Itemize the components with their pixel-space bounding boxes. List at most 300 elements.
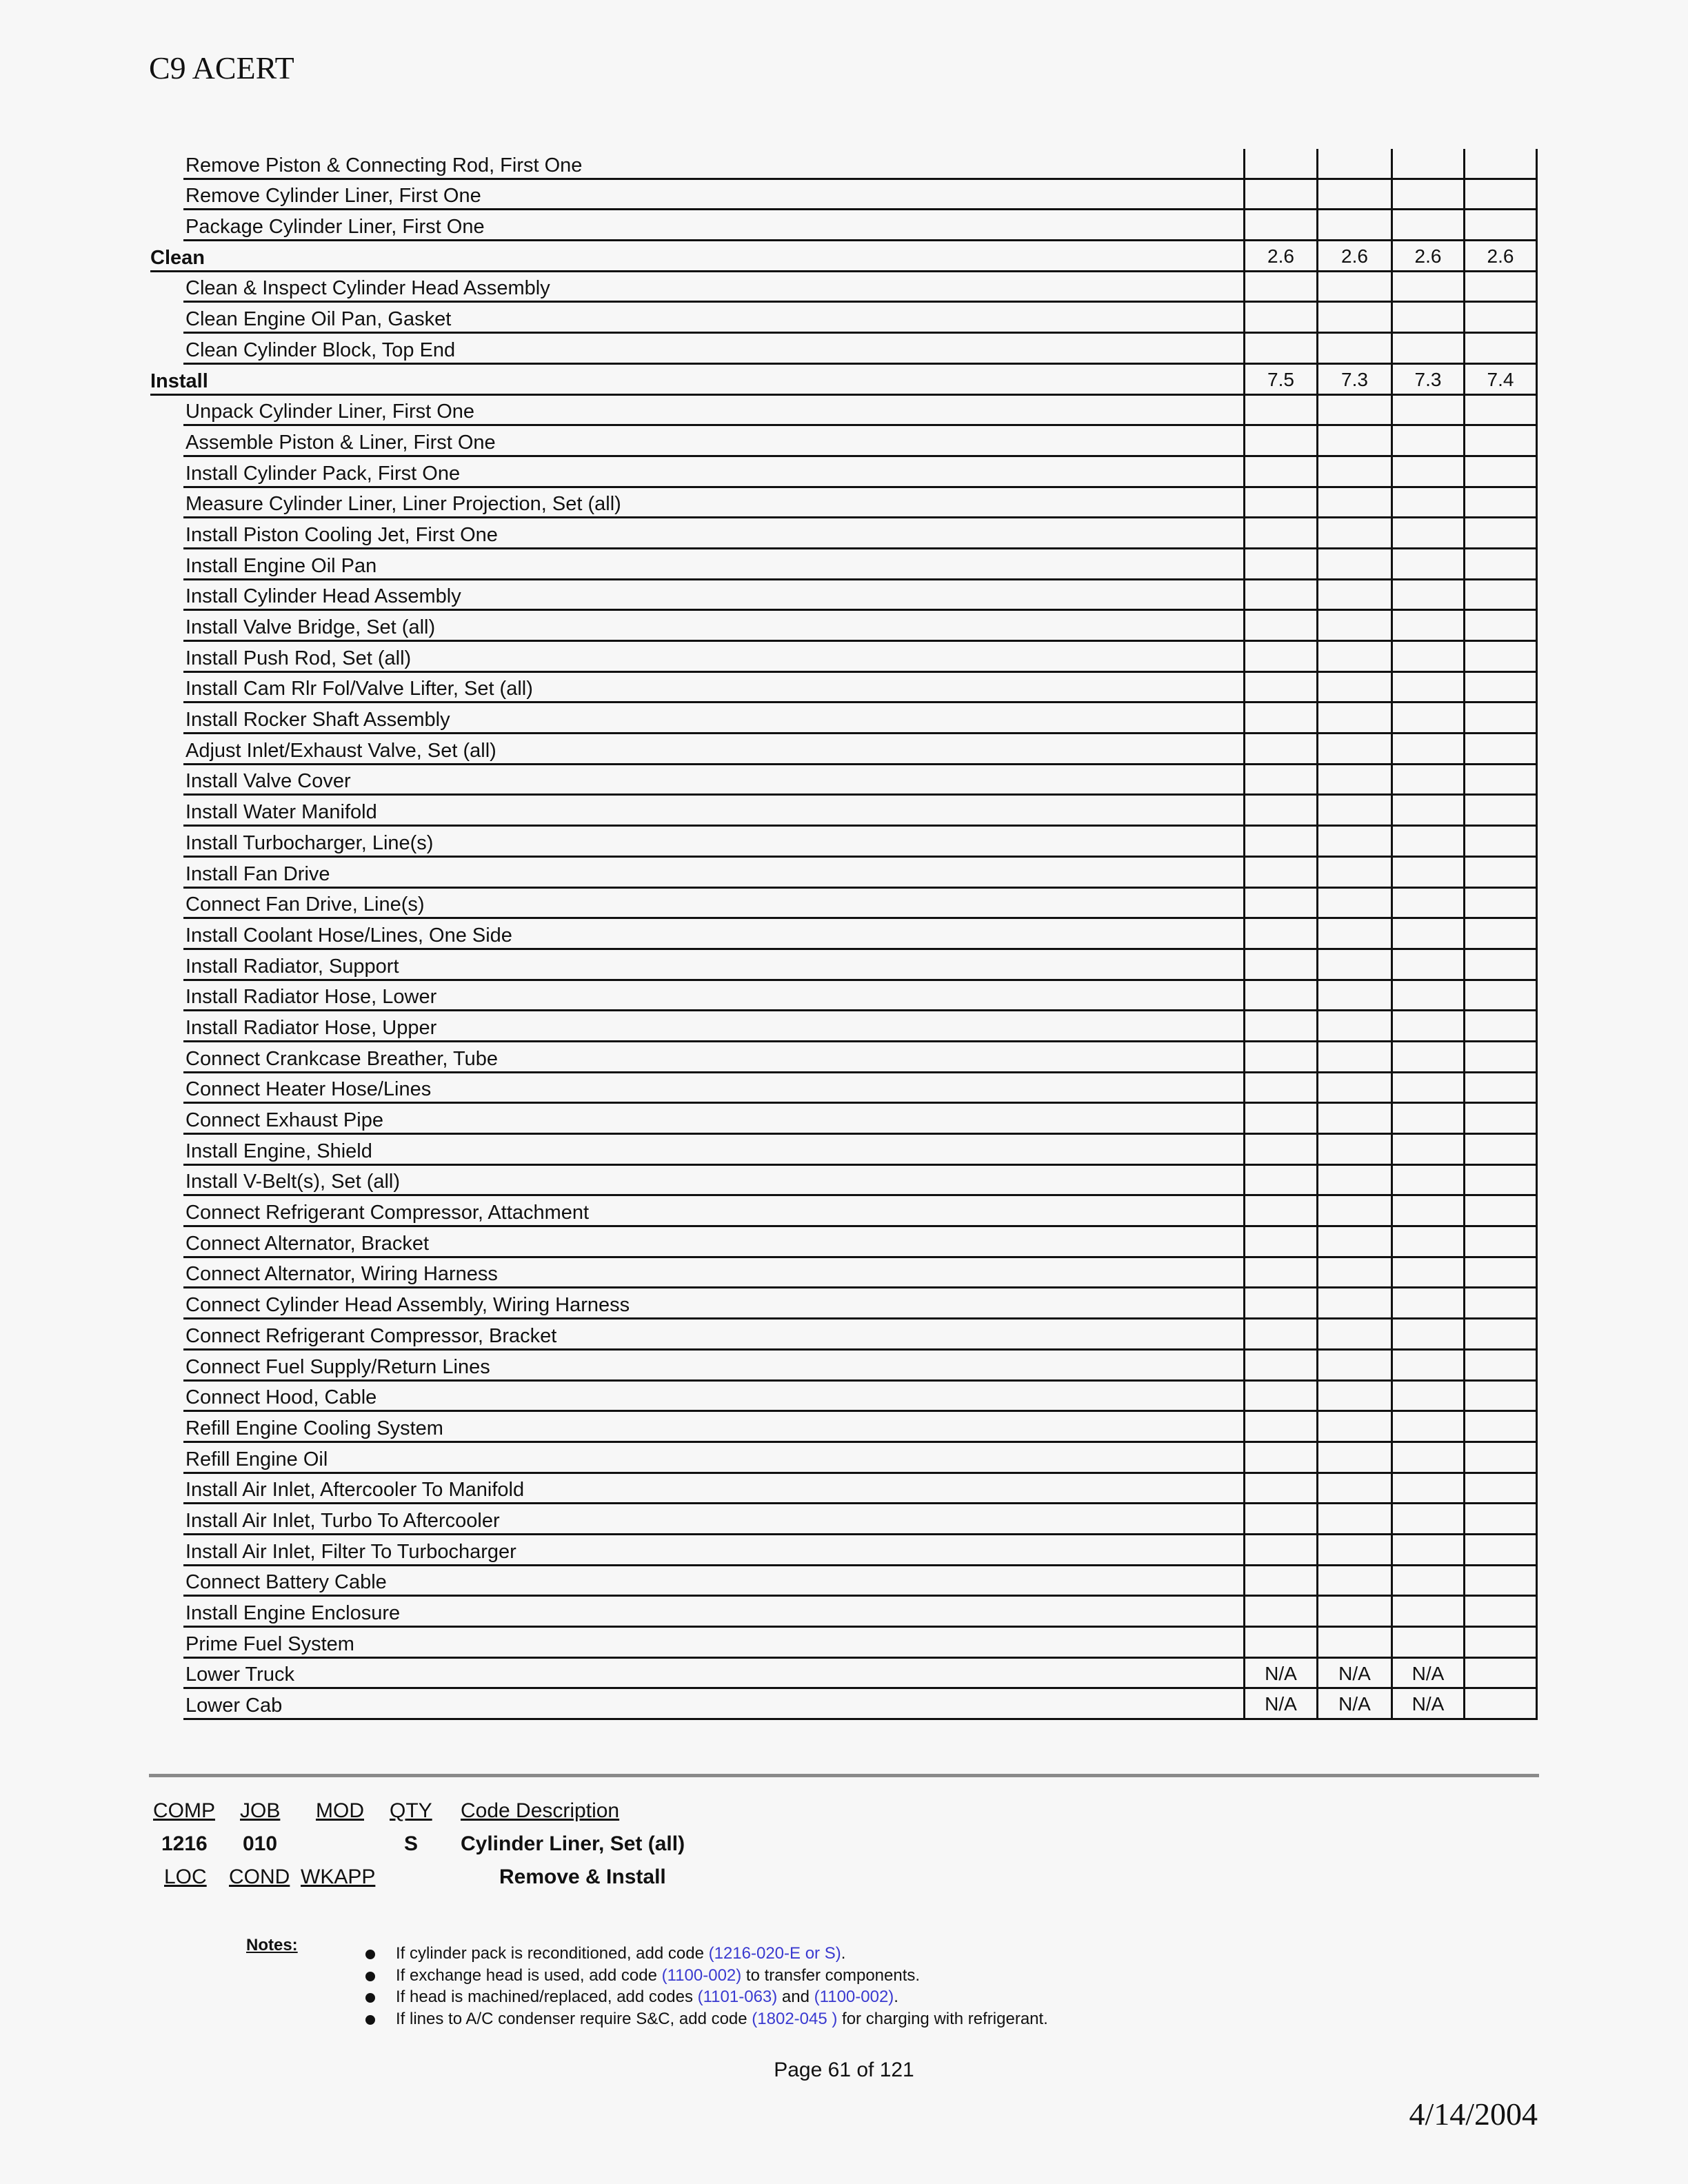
hours-cell (1316, 858, 1391, 889)
hours-cell (1463, 1351, 1538, 1382)
operation-label: Install Radiator, Support (185, 955, 399, 978)
hours-cell (1463, 426, 1538, 457)
note-text: for charging with refrigerant. (837, 2010, 1048, 2028)
hours-cell (1391, 950, 1463, 981)
table-row (150, 1320, 1538, 1351)
cond-header: COND (229, 1866, 290, 1888)
table-row (150, 549, 1538, 580)
hours-cell (1463, 1227, 1538, 1258)
hours-cell (1243, 1597, 1316, 1628)
hours-cell (1316, 1258, 1391, 1289)
hours-cell: 7.3 (1316, 365, 1391, 396)
operation-label: Install Engine Enclosure (185, 1602, 401, 1624)
hours-cell (1463, 673, 1538, 704)
hours-cell (1243, 180, 1316, 211)
note-item (365, 1944, 845, 1963)
hours-cell (1391, 889, 1463, 920)
hours-cell (1391, 488, 1463, 519)
hours-cell (1243, 1382, 1316, 1413)
table-row (150, 765, 1538, 796)
hours-cell (1243, 1258, 1316, 1289)
hours-cell (1391, 673, 1463, 704)
hours-cell (1391, 210, 1463, 241)
hours-cell (1463, 518, 1538, 549)
hours-cell (1243, 1011, 1316, 1042)
hours-cell: 2.6 (1463, 241, 1538, 272)
hours-cell (1391, 1166, 1463, 1197)
table-row (150, 303, 1538, 334)
hours-cell: N/A (1243, 1659, 1316, 1690)
operation-label: Package Cylinder Liner, First One (185, 216, 485, 239)
hours-cell (1243, 334, 1316, 365)
operation-label: Adjust Inlet/Exhaust Valve, Set (all) (185, 739, 496, 762)
hours-cell (1243, 981, 1316, 1012)
hours-cell (1316, 703, 1391, 734)
hours-cell (1463, 1689, 1538, 1720)
hours-cell (1316, 611, 1391, 642)
hours-cell: 7.5 (1243, 365, 1316, 396)
hours-cell (1391, 1258, 1463, 1289)
hours-cell (1463, 765, 1538, 796)
hours-cell (1316, 180, 1391, 211)
hours-cell (1316, 426, 1391, 457)
table-row (150, 1382, 1538, 1413)
hours-cell (1243, 1288, 1316, 1320)
hours-cell (1391, 1382, 1463, 1413)
hours-cell (1391, 1104, 1463, 1135)
table-row (150, 488, 1538, 519)
hours-cell (1243, 396, 1316, 427)
comp-header: COMP (153, 1799, 215, 1822)
hours-cell (1316, 1443, 1391, 1474)
hours-cell (1316, 734, 1391, 765)
hours-cell (1391, 457, 1463, 488)
section-row (150, 241, 1538, 272)
table-row (150, 426, 1538, 457)
table-row (150, 1566, 1538, 1597)
hours-cell (1463, 1073, 1538, 1104)
hours-cell (1316, 950, 1391, 981)
table-row (150, 1011, 1538, 1042)
table-row (150, 1659, 1538, 1690)
hours-cell (1316, 919, 1391, 950)
hours-cell (1243, 1504, 1316, 1535)
operation-label: Connect Fan Drive, Line(s) (185, 893, 425, 916)
hours-cell (1463, 1659, 1538, 1690)
operation-label: Install Fan Drive (185, 862, 330, 885)
code-link[interactable]: (1101-063) (697, 1988, 778, 2006)
table-row (150, 1474, 1538, 1505)
table-row (150, 396, 1538, 427)
hours-cell (1391, 1566, 1463, 1597)
hours-cell (1463, 1504, 1538, 1535)
hours-cell (1316, 1566, 1391, 1597)
hours-cell (1243, 1474, 1316, 1505)
hours-cell (1391, 1227, 1463, 1258)
operation-label: Install Rocker Shaft Assembly (185, 709, 450, 731)
section-label: Install (150, 370, 208, 392)
hours-cell (1463, 919, 1538, 950)
note-text: If head is machined/replaced, add codes (396, 1988, 698, 2006)
table-row (150, 1351, 1538, 1382)
table-row (150, 272, 1538, 303)
operation-label: Install Valve Cover (185, 770, 351, 793)
operation-label: Lower Cab (185, 1695, 283, 1717)
hours-cell (1391, 1351, 1463, 1382)
note-text: . (841, 1944, 846, 1963)
hours-cell (1243, 149, 1316, 180)
table-row (150, 1258, 1538, 1289)
hours-cell (1316, 396, 1391, 427)
section-label: Clean (150, 246, 205, 269)
hours-cell (1243, 642, 1316, 673)
hours-cell (1243, 1412, 1316, 1443)
hours-cell (1391, 1504, 1463, 1535)
note-text: . (894, 1988, 898, 2006)
operation-label: Install Engine, Shield (185, 1140, 372, 1162)
table-row (150, 1443, 1538, 1474)
hours-cell (1391, 858, 1463, 889)
bullet-icon (365, 1993, 375, 2003)
hours-cell (1316, 1351, 1391, 1382)
operation-label: Install Turbocharger, Line(s) (185, 831, 434, 854)
operation-label: Prime Fuel System (185, 1632, 354, 1655)
operation-label: Install Air Inlet, Aftercooler To Manifold (185, 1479, 525, 1502)
hours-cell (1463, 796, 1538, 827)
hours-cell (1316, 1382, 1391, 1413)
hours-cell (1316, 272, 1391, 303)
labor-time-table (150, 149, 1538, 1720)
hours-cell (1391, 1320, 1463, 1351)
hours-cell (1391, 272, 1463, 303)
hours-cell (1463, 1104, 1538, 1135)
code-link[interactable]: (1802-045 ) (752, 2010, 838, 2028)
hours-cell (1463, 1288, 1538, 1320)
hours-cell (1391, 180, 1463, 211)
hours-cell (1243, 1073, 1316, 1104)
hours-cell (1316, 1042, 1391, 1073)
table-row (150, 1227, 1538, 1258)
table-row (150, 703, 1538, 734)
table-row (150, 1166, 1538, 1197)
hours-cell (1316, 981, 1391, 1012)
hours-cell (1243, 796, 1316, 827)
hours-cell (1243, 1166, 1316, 1197)
hours-cell (1463, 1597, 1538, 1628)
hours-cell (1391, 1443, 1463, 1474)
hours-cell (1463, 1535, 1538, 1566)
hours-cell (1463, 950, 1538, 981)
hours-cell (1463, 1135, 1538, 1166)
note-text: If cylinder pack is reconditioned, add code (396, 1944, 709, 1963)
hours-cell (1316, 1135, 1391, 1166)
operation-label: Connect Battery Cable (185, 1571, 387, 1594)
table-row (150, 827, 1538, 858)
operation-label: Install Air Inlet, Filter To Turbocharger (185, 1540, 516, 1563)
hours-cell (1316, 1320, 1391, 1351)
hours-cell (1316, 673, 1391, 704)
hours-cell (1243, 303, 1316, 334)
hours-cell (1463, 1042, 1538, 1073)
hours-cell (1463, 334, 1538, 365)
hours-cell (1463, 703, 1538, 734)
hours-cell (1391, 1412, 1463, 1443)
document-title: C9 ACERT (149, 50, 294, 85)
table-row (150, 210, 1538, 241)
note-text: If lines to A/C condenser require S&C, add code (396, 2010, 752, 2028)
hours-cell: N/A (1316, 1659, 1391, 1690)
table-row (150, 858, 1538, 889)
hours-cell (1243, 1351, 1316, 1382)
operation-label: Clean Engine Oil Pan, Gasket (185, 308, 452, 331)
wkapp-header: WKAPP (301, 1866, 376, 1888)
row-rule (183, 1718, 1243, 1720)
operation-label: Install Water Manifold (185, 801, 377, 824)
section-row (150, 365, 1538, 396)
hours-cell (1243, 272, 1316, 303)
mod-header: MOD (316, 1799, 364, 1822)
hours-cell (1463, 180, 1538, 211)
hours-cell (1463, 1628, 1538, 1659)
hours-cell (1391, 1288, 1463, 1320)
hours-cell (1463, 1412, 1538, 1443)
operation-label: Install Cylinder Head Assembly (185, 585, 461, 608)
hours-cell (1391, 1196, 1463, 1227)
hours-cell (1316, 549, 1391, 580)
hours-cell (1243, 1443, 1316, 1474)
operation-label: Lower Truck (185, 1664, 294, 1686)
operation-label: Connect Crankcase Breather, Tube (185, 1047, 498, 1070)
table-row (150, 611, 1538, 642)
hours-cell (1391, 1073, 1463, 1104)
hours-cell (1316, 303, 1391, 334)
hours-cell (1316, 765, 1391, 796)
hours-cell (1243, 1535, 1316, 1566)
hours-cell (1243, 950, 1316, 981)
code-description-value: Cylinder Liner, Set (all) (461, 1832, 685, 1855)
table-row (150, 149, 1538, 180)
operation-label: Refill Engine Cooling System (185, 1417, 443, 1439)
hours-cell (1316, 210, 1391, 241)
operation-label: Remove Cylinder Liner, First One (185, 185, 481, 208)
hours-cell (1243, 1227, 1316, 1258)
hours-cell (1316, 1288, 1391, 1320)
operation-label: Assemble Piston & Liner, First One (185, 431, 496, 454)
page-number: Page 61 of 121 (774, 2059, 914, 2081)
operation-label: Clean Cylinder Block, Top End (185, 338, 456, 361)
hours-cell (1391, 396, 1463, 427)
hours-cell (1316, 1474, 1391, 1505)
hours-cell (1463, 549, 1538, 580)
hours-cell (1316, 334, 1391, 365)
hours-cell (1316, 1166, 1391, 1197)
hours-cell: 7.4 (1463, 365, 1538, 396)
hours-cell (1243, 1566, 1316, 1597)
table-row (150, 673, 1538, 704)
hours-cell: N/A (1316, 1689, 1391, 1720)
hours-cell (1463, 1011, 1538, 1042)
hours-cell (1243, 703, 1316, 734)
operation-label: Install Radiator Hose, Lower (185, 986, 437, 1009)
operation-label: Install V-Belt(s), Set (all) (185, 1171, 401, 1193)
bullet-icon (365, 1972, 375, 1981)
hours-cell (1316, 149, 1391, 180)
hours-cell (1316, 827, 1391, 858)
hours-cell (1463, 149, 1538, 180)
hours-cell (1463, 734, 1538, 765)
bullet-icon (365, 2015, 375, 2025)
hours-cell (1391, 796, 1463, 827)
table-row (150, 1104, 1538, 1135)
hours-cell (1463, 457, 1538, 488)
table-row (150, 1412, 1538, 1443)
hours-cell (1391, 518, 1463, 549)
operation-label: Connect Refrigerant Compressor, Bracket (185, 1324, 557, 1347)
operation-label: Connect Cylinder Head Assembly, Wiring Harness (185, 1294, 630, 1317)
hours-cell (1391, 919, 1463, 950)
table-row (150, 1535, 1538, 1566)
hours-cell (1243, 1104, 1316, 1135)
hours-cell (1243, 919, 1316, 950)
table-row (150, 1135, 1538, 1166)
hours-cell (1243, 210, 1316, 241)
hours-cell (1316, 1196, 1391, 1227)
hours-cell (1316, 518, 1391, 549)
table-row (150, 334, 1538, 365)
hours-cell (1316, 642, 1391, 673)
hours-cell (1316, 488, 1391, 519)
note-text: to transfer components. (741, 1966, 921, 1985)
hours-cell (1316, 1104, 1391, 1135)
hours-cell (1243, 673, 1316, 704)
table-row (150, 734, 1538, 765)
operation-label: Connect Exhaust Pipe (185, 1109, 383, 1131)
operation-label: Install Push Rod, Set (all) (185, 647, 412, 669)
hours-cell (1391, 765, 1463, 796)
hours-cell (1391, 1474, 1463, 1505)
job-header: JOB (240, 1799, 281, 1822)
hours-cell (1243, 827, 1316, 858)
hours-cell (1243, 580, 1316, 611)
operation-label: Install Coolant Hose/Lines, One Side (185, 924, 512, 947)
bullet-icon (365, 1950, 375, 1959)
hours-cell (1316, 796, 1391, 827)
hours-cell (1391, 549, 1463, 580)
hours-cell (1243, 611, 1316, 642)
hours-cell (1463, 396, 1538, 427)
table-row (150, 580, 1538, 611)
hours-cell (1316, 1011, 1391, 1042)
hours-cell (1243, 518, 1316, 549)
table-row (150, 457, 1538, 488)
hours-cell (1391, 827, 1463, 858)
operation-label: Connect Refrigerant Compressor, Attachment (185, 1202, 590, 1224)
table-row (150, 1689, 1538, 1720)
hours-cell (1316, 1628, 1391, 1659)
qty-value: S (404, 1832, 419, 1855)
operation-label: Install Engine Oil Pan (185, 554, 377, 577)
hours-cell (1391, 703, 1463, 734)
hours-cell (1243, 1320, 1316, 1351)
document-date: 4/14/2004 (1409, 2096, 1538, 2132)
hours-cell (1243, 1042, 1316, 1073)
hours-cell (1316, 889, 1391, 920)
hours-cell (1391, 1535, 1463, 1566)
section-divider (149, 1774, 1539, 1777)
hours-cell (1463, 858, 1538, 889)
note-item (365, 1966, 920, 1985)
table-row (150, 1597, 1538, 1628)
qty-header: QTY (390, 1799, 432, 1822)
hours-cell (1391, 334, 1463, 365)
note-text: and (777, 1988, 814, 2006)
hours-cell (1316, 1227, 1391, 1258)
loc-header: LOC (164, 1866, 207, 1888)
operation-label: Remove Piston & Connecting Rod, First One (185, 154, 583, 176)
note-item (365, 2010, 1048, 2029)
hours-cell (1391, 981, 1463, 1012)
hours-cell (1243, 549, 1316, 580)
job-value: 010 (243, 1832, 278, 1855)
operation-label: Clean & Inspect Cylinder Head Assembly (185, 277, 550, 300)
hours-cell (1316, 1073, 1391, 1104)
code-link[interactable]: (1100-002) (814, 1988, 894, 2006)
code-link[interactable]: (1100-002) (661, 1966, 742, 1985)
operation-label: Connect Heater Hose/Lines (185, 1078, 432, 1101)
operation-label: Install Cylinder Pack, First One (185, 462, 461, 485)
table-row (150, 180, 1538, 211)
hours-cell (1463, 488, 1538, 519)
code-link[interactable]: (1216-020-E or S) (708, 1944, 841, 1963)
hours-cell (1243, 426, 1316, 457)
operation-label: Connect Alternator, Bracket (185, 1232, 430, 1255)
hours-cell (1391, 1628, 1463, 1659)
hours-cell (1391, 1597, 1463, 1628)
hours-cell (1463, 1566, 1538, 1597)
job-description-value: Remove & Install (499, 1866, 666, 1888)
hours-cell (1463, 1474, 1538, 1505)
hours-cell (1463, 1382, 1538, 1413)
hours-cell (1391, 149, 1463, 180)
table-row (150, 1042, 1538, 1073)
hours-cell: N/A (1391, 1659, 1463, 1690)
table-row (150, 1073, 1538, 1104)
operation-label: Refill Engine Oil (185, 1448, 328, 1470)
table-row (150, 919, 1538, 950)
hours-cell (1463, 1196, 1538, 1227)
hours-cell (1243, 858, 1316, 889)
hours-cell (1391, 303, 1463, 334)
hours-cell (1316, 1412, 1391, 1443)
table-row (150, 1288, 1538, 1320)
hours-cell (1463, 1443, 1538, 1474)
hours-cell (1243, 1196, 1316, 1227)
hours-cell: N/A (1243, 1689, 1316, 1720)
hours-cell: 2.6 (1316, 241, 1391, 272)
operation-label: Connect Alternator, Wiring Harness (185, 1263, 498, 1286)
table-row (150, 796, 1538, 827)
hours-cell (1391, 611, 1463, 642)
hours-cell (1243, 488, 1316, 519)
hours-cell (1463, 1258, 1538, 1289)
table-row (150, 950, 1538, 981)
hours-cell (1316, 1535, 1391, 1566)
hours-cell (1463, 1320, 1538, 1351)
hours-cell: N/A (1391, 1689, 1463, 1720)
hours-cell (1316, 1504, 1391, 1535)
hours-cell (1463, 303, 1538, 334)
hours-cell (1463, 642, 1538, 673)
